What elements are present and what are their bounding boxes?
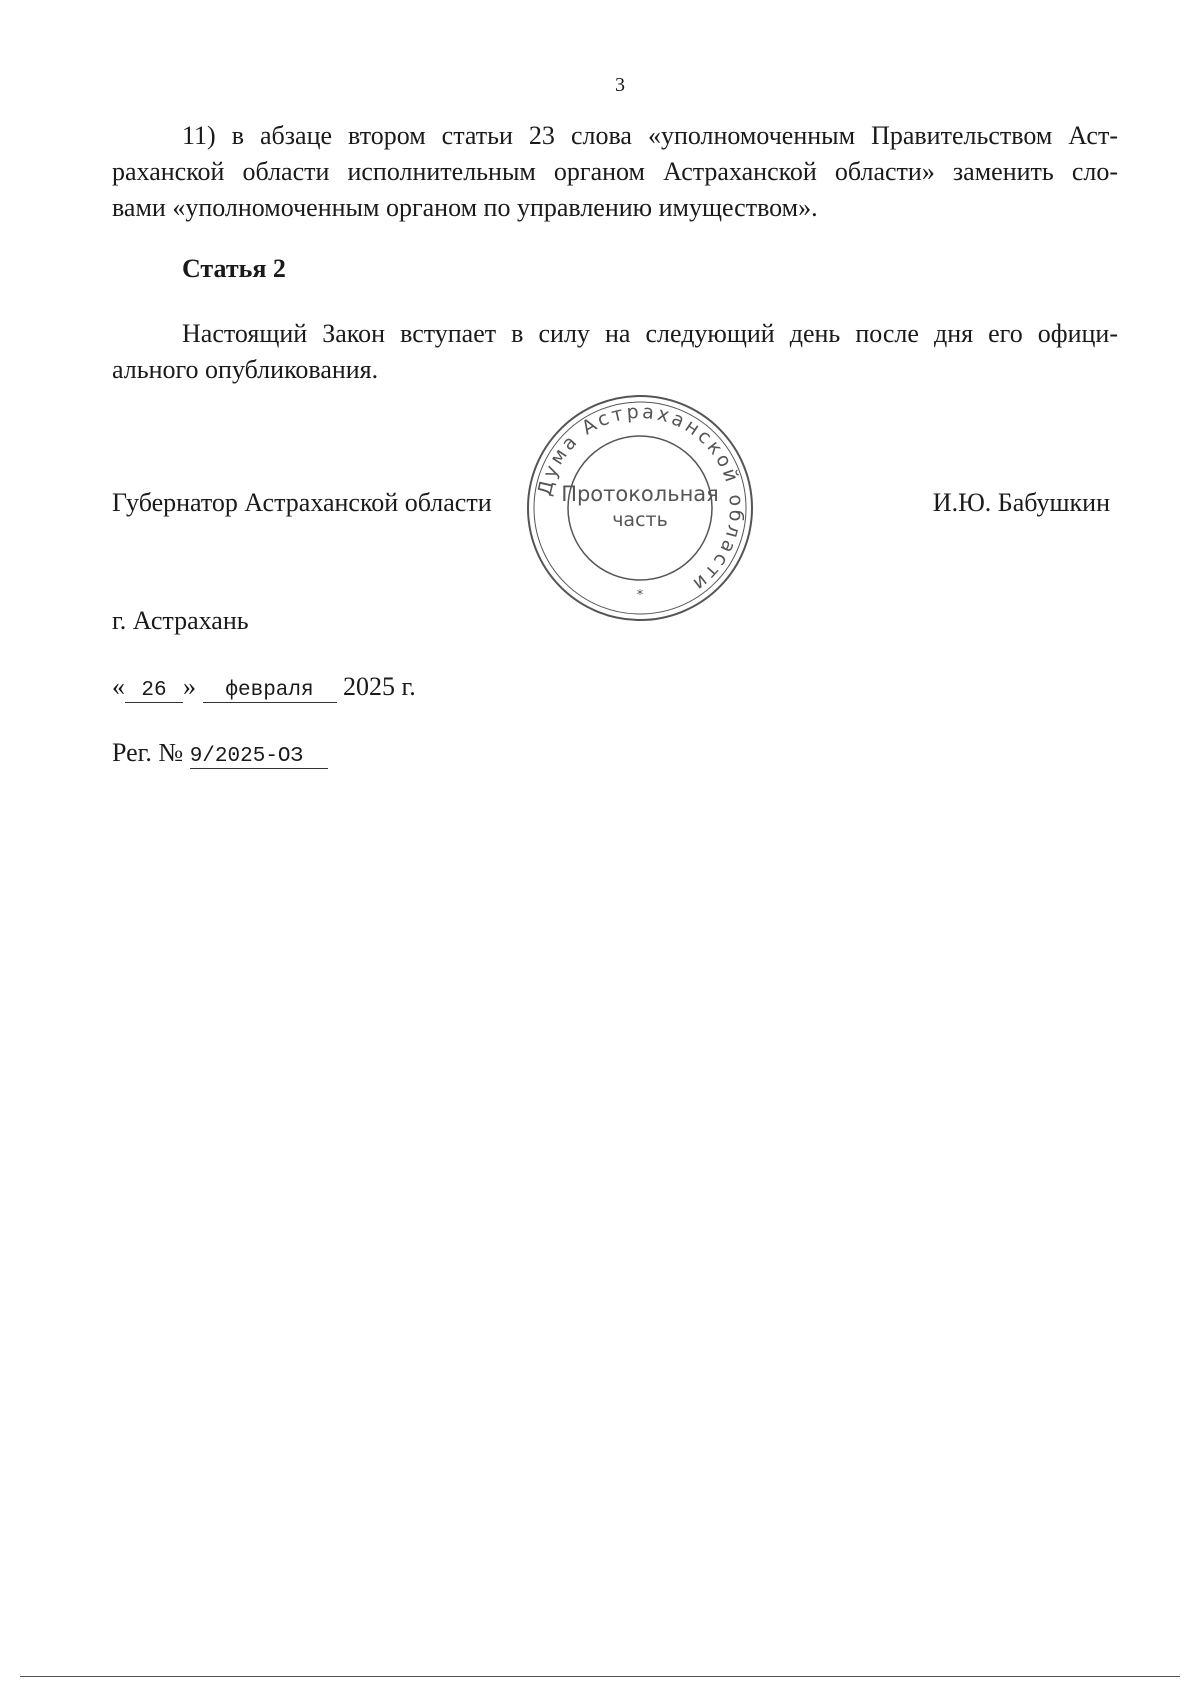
stamp-center-line-2: часть — [612, 509, 668, 531]
scan-bottom-edge-line — [20, 1676, 1180, 1677]
stamp-inner-ring — [568, 436, 712, 580]
stamp-center-line-1: Протокольная — [561, 482, 719, 506]
paragraph-line: ального опубликования. — [112, 355, 379, 384]
stamp-outer-ring — [528, 396, 752, 620]
registration-prefix: Рег. № — [112, 738, 184, 767]
amendment-paragraph — [112, 118, 1118, 226]
city: г. Астрахань — [112, 606, 249, 635]
registration-value: 9/2025-ОЗ — [190, 745, 328, 769]
article-heading: Статья 2 — [182, 254, 286, 283]
paragraph-line: Настоящий Закон вступает в силу на следующий день после дня его офици- — [182, 319, 1118, 348]
stamp-star-icon: * — [636, 588, 644, 603]
date-close-quote: » — [183, 672, 196, 701]
date-month: февраля — [203, 679, 337, 703]
stamp-ring-text: Дума Астраханской области — [533, 400, 748, 597]
registration-number — [112, 738, 328, 769]
signing-date — [112, 672, 416, 703]
entry-into-force-paragraph — [112, 316, 1118, 388]
paragraph-line: вами «уполномоченным органом по управлению имуществом». — [112, 193, 818, 222]
official-seal-stamp — [525, 393, 755, 623]
paragraph-line: раханской области исполнительным органом Астраханской области» заменить сло- — [112, 157, 1118, 186]
date-open-quote: « — [112, 672, 125, 701]
date-year: 2025 г. — [343, 672, 416, 701]
signatory-name: И.Ю. Бабушкин — [932, 488, 1110, 517]
signatory-position: Губернатор Астраханской области — [112, 488, 492, 517]
date-day: 26 — [125, 679, 183, 703]
page-number: 3 — [615, 74, 625, 96]
paragraph-line: 11) в абзаце втором статьи 23 слова «уполномоченным Правительством Аст- — [182, 121, 1118, 150]
